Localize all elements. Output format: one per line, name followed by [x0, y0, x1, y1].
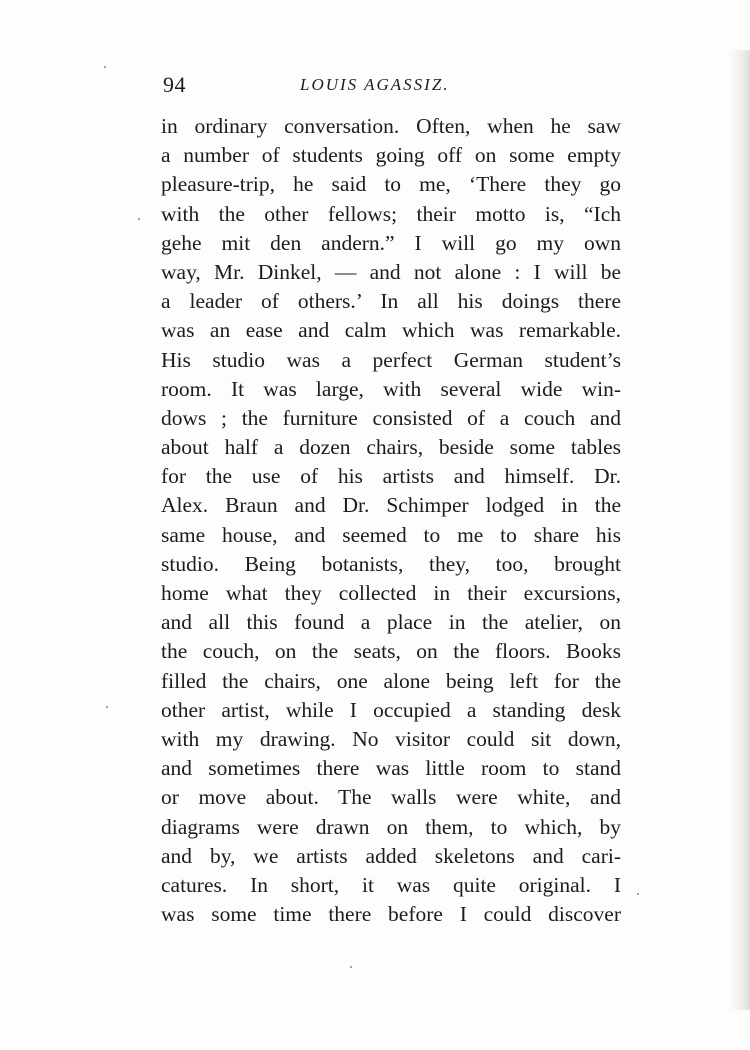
text-line: or move about. The walls were white, and: [161, 785, 621, 810]
text-line: was some time there before I could discover: [161, 902, 621, 927]
text-line: catures. In short, it was quite original. I: [161, 872, 621, 897]
text-line: in ordinary conversation. Often, when he saw: [161, 114, 621, 138]
body-text: [161, 112, 621, 929]
text-line: with my drawing. No visitor could sit down,: [161, 726, 621, 751]
text-line: His studio was a perfect German student’s: [161, 347, 621, 372]
text-line: for the use of his artists and himself. Dr.: [161, 464, 621, 489]
text-line: and by, we artists added skeletons and cari-: [161, 843, 621, 868]
text-line: other artist, while I occupied a standing desk: [161, 697, 621, 722]
text-line: home what they collected in their excursions,: [161, 581, 621, 605]
text-line: same house, and seemed to me to share his: [161, 522, 621, 547]
page-number: 94: [163, 72, 186, 97]
text-line: was an ease and calm which was remarkable.: [161, 318, 621, 343]
text-line: pleasure-trip, he said to me, ‘There they go: [161, 172, 621, 197]
paper-speck: [637, 893, 639, 895]
text-line: way, Mr. Dinkel, — and not alone : I will be: [161, 259, 621, 284]
paper-speck: [350, 966, 352, 968]
text-line: with the other fellows; their motto is, “Ich: [161, 201, 621, 226]
text-line: studio. Being botanists, they, too, brought: [161, 551, 621, 576]
text-line: the couch, on the seats, on the floors. Books: [161, 639, 621, 664]
paper-speck: [138, 218, 140, 220]
text-line: and sometimes there was little room to stand: [161, 756, 621, 781]
page-edge-shadow: [728, 50, 750, 1010]
text-line: and all this found a place in the atelier, on: [161, 610, 621, 635]
paper-speck: [104, 66, 106, 68]
text-line: diagrams were drawn on them, to which, by: [161, 814, 621, 839]
text-line: filled the chairs, one alone being left for the: [161, 668, 621, 693]
text-line: a number of students going off on some empty: [161, 143, 621, 168]
text-line: room. It was large, with several wide win-: [161, 376, 621, 401]
text-line: gehe mit den andern.” I will go my own: [161, 230, 621, 255]
text-line: about half a dozen chairs, beside some tables: [161, 435, 621, 460]
paper-speck: [106, 706, 108, 708]
text-line: Alex. Braun and Dr. Schimper lodged in the: [161, 493, 621, 518]
running-head: LOUIS AGASSIZ.: [300, 75, 450, 94]
text-line: dows ; the furniture consisted of a couch and: [161, 405, 621, 430]
text-line: a leader of others.’ In all his doings there: [161, 289, 621, 314]
